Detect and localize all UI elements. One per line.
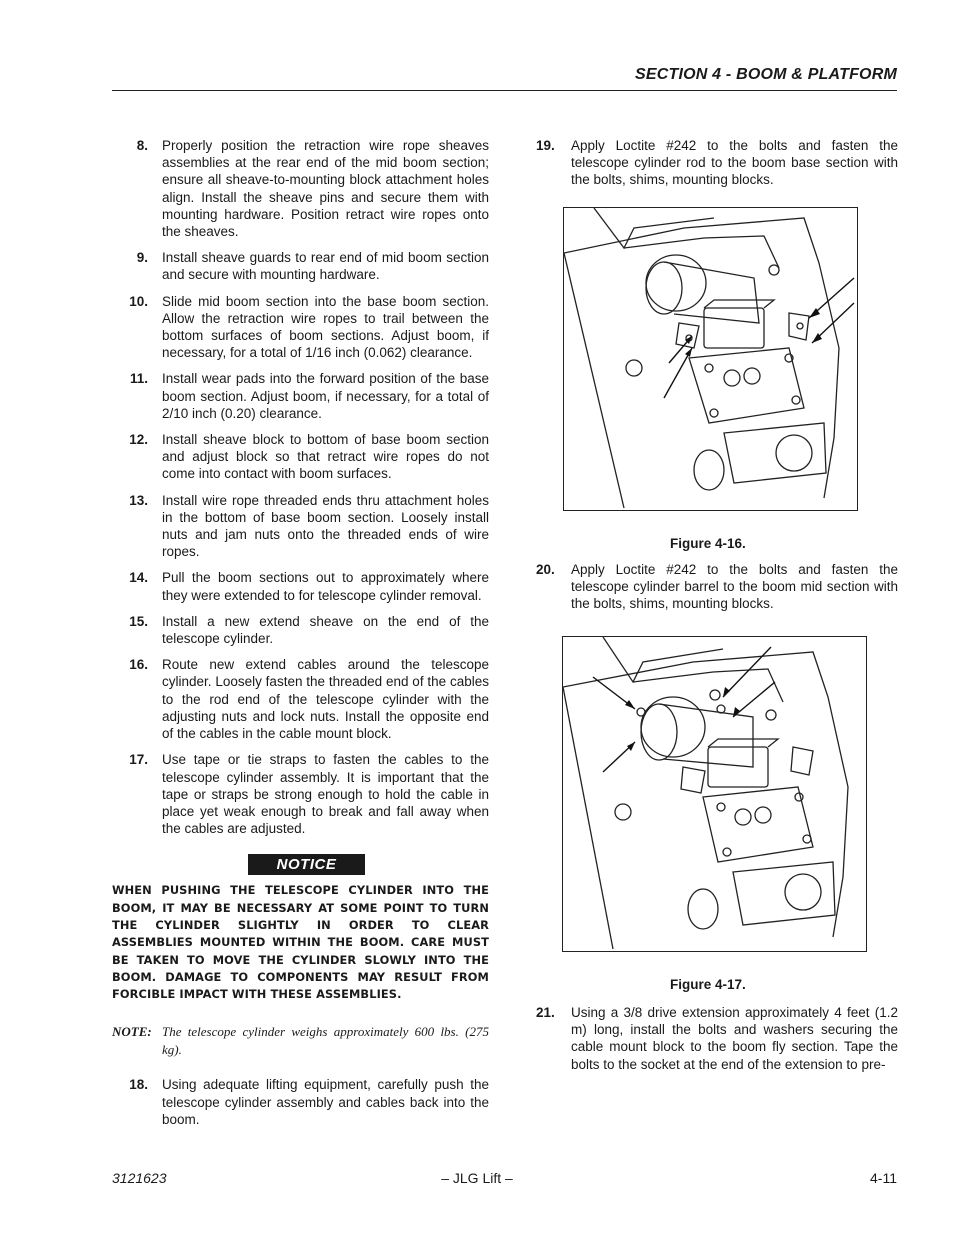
step-number: 20.: [536, 562, 555, 577]
notice-text: WHEN PUSHING THE TELESCOPE CYLINDER INTO THE BOOM, IT MAY BE NECESSARY AT SOME POINT TO TURN THE CYLINDER SLIGHTLY IN ORDER TO CLEAR ASSEMBLIES MOUNTED WITHIN THE BOOM. CARE MUST BE TAKEN TO MOVE THE CYLINDER SLOWLY INTO THE BOOM. DAMAGE TO COMPONENTS MAY RESULT FROM FORCIBLE IMPACT WITH THESE ASSEMBLIES.: [112, 883, 489, 1002]
figure-4-16-caption: Figure 4-16.: [670, 536, 746, 551]
step-number: 10.: [129, 293, 148, 309]
step-number: 9.: [136, 250, 148, 266]
step-text: Install sheave guards to rear end of mid boom section and secure with mounting hardware.: [162, 250, 489, 283]
step-20: [536, 561, 898, 613]
footer-doc-number: 3121623: [112, 1170, 167, 1186]
note-label: NOTE:: [112, 1024, 152, 1040]
right-column-lower: [536, 561, 898, 622]
step-number: 16.: [129, 657, 148, 673]
step-item: [112, 293, 489, 362]
step-number: 8.: [136, 138, 148, 153]
step-item: [112, 249, 489, 283]
step-text: Apply Loctite #242 to the bolts and fasten the telescope cylinder barrel to the boom mid section with the bolts, shims, mounting blocks.: [571, 562, 898, 612]
step-item: [112, 569, 489, 603]
figure-4-16-image: [563, 207, 858, 511]
step-text: Use tape or tie straps to fasten the cables to the telescope cylinder assembly. It is important that the tape or straps be strong enough to hold the cable in place yet weak enough to break and fall away when the cables are adjusted.: [162, 752, 489, 837]
step-item: [112, 751, 489, 837]
step-text: Using a 3/8 drive extension approximately 4 feet (1.2 m) long, install the bolts and washers securing the cable mount block to the boom fly section. Tape the bolts to the socket at the end of the extension to pre-: [571, 1005, 898, 1072]
step-text: Slide mid boom section into the base boom section. Allow the retraction wire ropes to trail between the bottom surfaces of boom sections. Adjust boom, if necessary, for a total of 1/16 inch (0.062) clearance.: [162, 293, 489, 361]
step-number: 19.: [536, 138, 555, 153]
step-item: [112, 613, 489, 647]
figure-4-17-image: [562, 636, 867, 952]
step-text: Apply Loctite #242 to the bolts and fasten the telescope cylinder rod to the boom base section with the bolts, shims, mounting blocks.: [571, 138, 898, 188]
page-header-title: SECTION 4 - BOOM & PLATFORM: [635, 66, 897, 83]
step-number: 17.: [129, 752, 148, 768]
step-item: [112, 492, 489, 561]
boom-barrel-mount-illustration: [563, 637, 866, 951]
step-number: 12.: [129, 432, 148, 448]
step-text: Pull the boom sections out to approximately where they were extended to for telescope cylinder removal.: [162, 570, 489, 603]
step-text: Properly position the retraction wire rope sheaves assemblies at the rear end of the mid boom section; ensure all sheave-to-mounting block attachment holes align. Install the sheave pins and secure them with mounting hardware. Position retract wire ropes onto the sheaves.: [162, 138, 489, 240]
step-text: Using adequate lifting equipment, carefully push the telescope cylinder assembly and cables back into the boom.: [162, 1077, 489, 1127]
step-number: 13.: [129, 492, 148, 508]
step-number: 21.: [536, 1005, 555, 1020]
notice-badge: NOTICE: [248, 854, 365, 875]
right-column-bottom: [536, 1004, 898, 1082]
step-number: 18.: [129, 1077, 148, 1093]
step-text: Install a new extend sheave on the end of the telescope cylinder.: [162, 613, 489, 647]
note: [112, 1023, 489, 1058]
left-steps-list: [112, 137, 489, 837]
step-21: [536, 1004, 898, 1073]
header-rule: [112, 90, 897, 91]
left-column: [112, 137, 489, 1137]
step-number: 11.: [129, 371, 148, 387]
figure-4-17-caption: Figure 4-17.: [670, 977, 746, 992]
right-column: [536, 137, 898, 198]
step-18: [112, 1076, 489, 1128]
step-item: [112, 137, 489, 240]
step-19: [536, 137, 898, 189]
step-text: Route new extend cables around the telescope cylinder. Loosely fasten the threaded end of the cables to the rod end of the telescope cylinder with the adjusting nuts and lock nuts. Install the opposite end of the cables in the cable mount block.: [162, 657, 489, 742]
step-number: 14.: [129, 570, 148, 586]
step-text: Install wire rope threaded ends thru attachment holes in the bottom of base boom section. Loosely install nuts and jam nuts onto the threaded ends of wire ropes.: [162, 492, 489, 560]
step-item: [112, 656, 489, 742]
step-number: 15.: [129, 613, 148, 629]
step-text: Install sheave block to bottom of base boom section and adjust block so that retract wire ropes do not come into contact with boom surfaces.: [162, 432, 489, 482]
footer-center: – JLG Lift –: [441, 1170, 513, 1186]
step-text: Install wear pads into the forward position of the base boom section. Adjust boom, if necessary, for a total of 2/10 inch (0.20) clearance.: [162, 371, 489, 421]
boom-rod-mount-illustration: [564, 208, 857, 510]
step-item: [112, 370, 489, 422]
step-item: [112, 431, 489, 483]
note-text: The telescope cylinder weighs approximately 600 lbs. (275 kg).: [162, 1024, 489, 1057]
footer-page-number: 4-11: [870, 1170, 897, 1186]
